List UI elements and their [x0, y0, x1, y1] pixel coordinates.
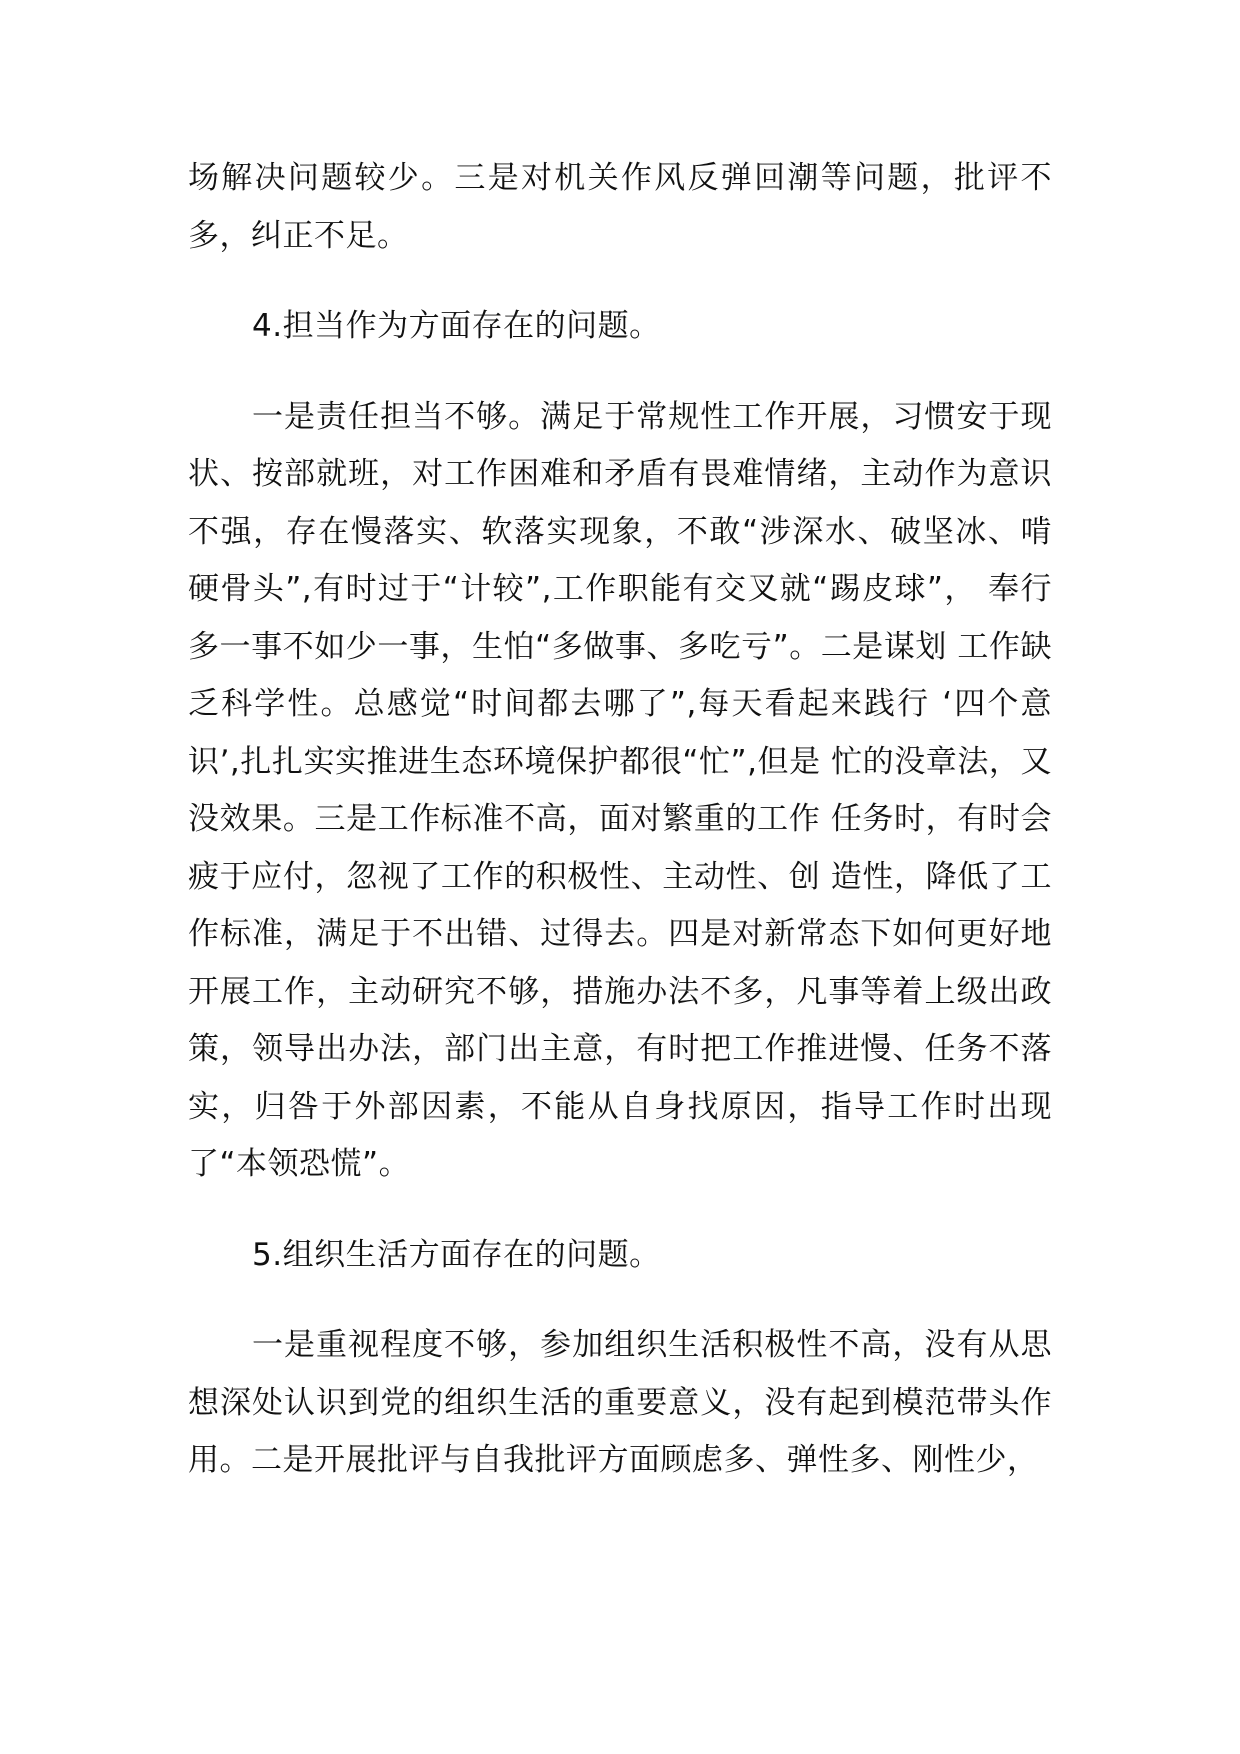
section-heading-4: 4.担当作为方面存在的问题。 — [252, 308, 661, 344]
paragraph-organization-life: 一是重视程度不够，参加组织生活积极性不高，没有从思想深处认识到党的组织生活的重要意义，没有起到模范带头作用。二是开展批评与自我批评方面顾虑多、弹性多、刚性少， — [188, 1327, 1052, 1478]
paragraph-continued: 场解决问题较少。三是对机关作风反弹回潮等问题，批评不多，纠正不足。 — [188, 160, 1052, 254]
section-heading-5: 5.组织生活方面存在的问题。 — [252, 1236, 661, 1273]
paragraph-responsibility: 一是责任担当不够。满足于常规性工作开展，习惯安于现状、按部就班，对工作困难和矛盾有畏难情绪，主动作为意识不强，存在慢落实、软落实现象，不敢“涉深水、破坚冰、啃硬骨头”,有时过于“计较”,工作职能有交叉就“踢皮球”， 奉行多一事不如少一事，生怕“多做事、多吃亏”。二是谋划 工作缺乏科学性。总感觉“时间都去哪了”,每天看起来践行 ‘四个意识’,扎扎实实推进生态环境保护都很“忙”,但是 忙的没章法，又没效果。三是工作标准不高，面对繁重的工作 任务时，有时会疲于应付，忽视了工作的积极性、主动性、创 造性，降低了工作标准，满足于不出错、过得去。四是对新常态下如何更好地开展工作，主动研究不够，措施办法不多，凡事等着上级出政策，领导出办法，部门出主意，有时把工作推进慢、任务不落实，归咎于外部因素，不能从自身找原因，指导工作时出现了“本领恐慌”。 — [188, 398, 1052, 1182]
document-body — [188, 150, 1052, 1523]
